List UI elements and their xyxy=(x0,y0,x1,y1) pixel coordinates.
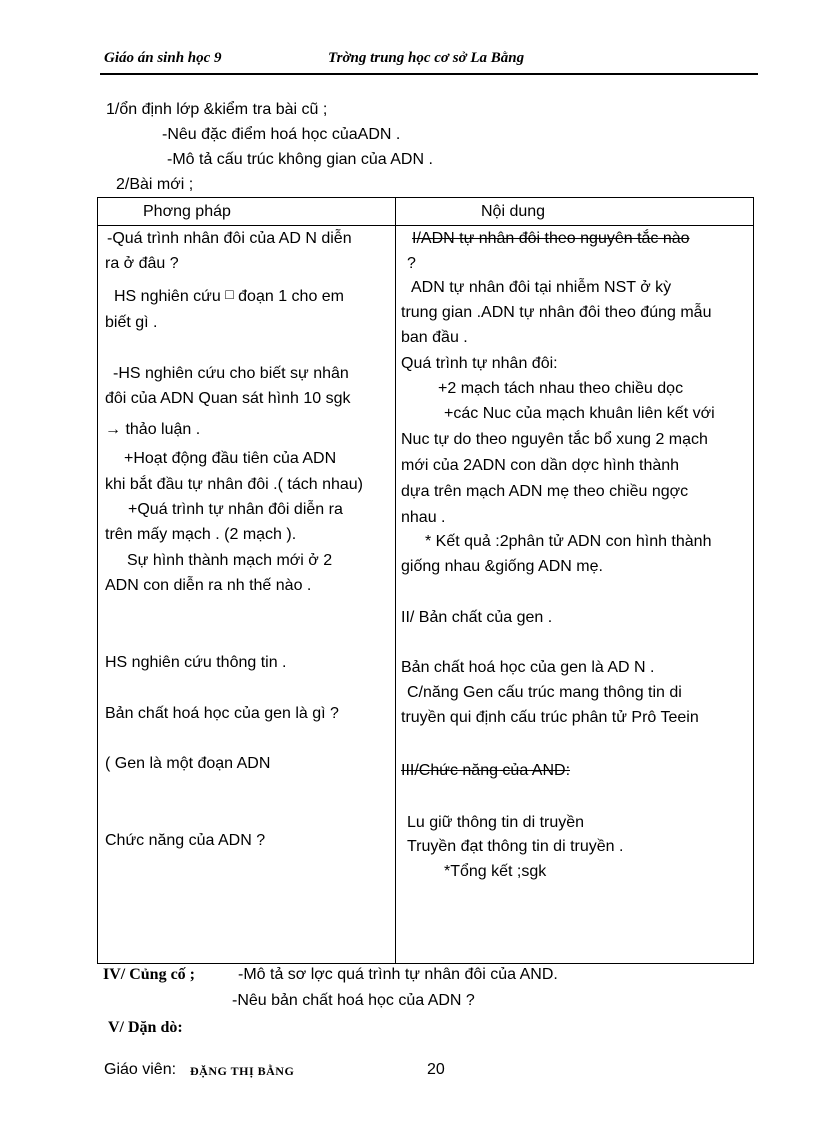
right-line-6: Quá trình tự nhân đôi: xyxy=(401,355,558,372)
teacher-name: ĐẶNG THỊ BẰNG xyxy=(190,1064,295,1078)
header-divider xyxy=(100,73,758,75)
left-line-7-text: thảo luận . xyxy=(125,421,201,438)
lesson-table xyxy=(97,197,754,964)
left-line-6: đôi của ADN Quan sát hình 10 sgk xyxy=(105,390,351,407)
left-line-9: khi bắt đầu tự nhân đôi .( tách nhau) xyxy=(105,476,363,493)
left-line-3-text: HS nghiên cứu xyxy=(114,288,221,305)
right-line-11: dựa trên mạch ADN mẹ theo chiều ngợc xyxy=(401,483,689,500)
left-line-4: biết gì . xyxy=(105,314,158,331)
right-line-3: ADN tự nhân đôi tại nhiễm NST ở kỳ xyxy=(411,279,672,296)
header-right-school: Trờng trung học cơ sở La Bằng xyxy=(328,50,525,66)
left-line-14: HS nghiên cứu thông tin . xyxy=(105,654,287,671)
table-column-divider xyxy=(395,198,396,963)
right-line-18: truyền qui định cấu trúc phân tử Prô Teein xyxy=(401,709,699,726)
right-line-17: C/năng Gen cấu trúc mang thông tin di xyxy=(407,684,682,701)
table-header-divider xyxy=(98,225,753,226)
right-line-21: Truyền đạt thông tin di truyền . xyxy=(407,838,624,855)
right-heading-3: III/Chức năng của AND: xyxy=(401,762,571,779)
left-line-5: -HS nghiên cứu cho biết sự nhân xyxy=(113,365,349,382)
col-header-method: Phơng pháp xyxy=(143,203,231,220)
left-line-11: trên mấy mạch . (2 mạch ). xyxy=(105,526,297,543)
right-line-5: ban đầu . xyxy=(401,329,468,346)
left-line-13: ADN con diễn ra nh thế nào . xyxy=(105,577,312,594)
right-line-20: Lu giữ thông tin di truyền xyxy=(407,814,585,831)
right-line-7: +2 mạch tách nhau theo chiều dọc xyxy=(438,380,684,397)
left-line-10: +Quá trình tự nhân đôi diễn ra xyxy=(128,501,343,518)
page-number: 20 xyxy=(427,1061,445,1078)
right-line-12: nhau . xyxy=(401,509,446,526)
header-left-title: Giáo án sinh học 9 xyxy=(104,50,222,66)
left-line-1: -Quá trình nhân đôi của AD N diễn xyxy=(107,230,352,247)
left-line-3b-text: đoạn 1 cho em xyxy=(238,288,345,305)
right-line-13: * Kết quả :2phân tử ADN con hình thành xyxy=(425,533,712,550)
col-header-content: Nội dung xyxy=(481,203,546,220)
right-line-9: Nuc tự do theo nguyên tắc bổ xung 2 mạch xyxy=(401,431,708,448)
right-heading-2: II/ Bản chất của gen . xyxy=(401,609,553,626)
left-line-16: ( Gen là một đoạn ADN xyxy=(105,755,271,772)
right-line-16: Bản chất hoá học của gen là AD N . xyxy=(401,659,655,676)
left-line-7 xyxy=(105,422,200,438)
missing-glyph-box-icon: □ xyxy=(225,286,234,302)
cungco-line-1: -Mô tả sơ lợc quá trình tự nhân đôi của AND. xyxy=(238,966,558,983)
right-line-2: ? xyxy=(407,255,416,272)
intro-line-3: -Mô tả cấu trúc không gian của ADN . xyxy=(167,151,433,168)
intro-line-4: 2/Bài mới ; xyxy=(116,176,194,193)
right-arrow-icon: → xyxy=(105,421,121,438)
cungco-label: IV/ Củng cố ; xyxy=(103,966,196,983)
teacher-label: Giáo viên: xyxy=(104,1061,177,1078)
left-line-17: Chức năng của ADN ? xyxy=(105,832,266,849)
right-line-22: *Tổng kết ;sgk xyxy=(444,863,547,880)
right-line-10: mới của 2ADN con dần dợc hình thành xyxy=(401,457,680,474)
left-line-15: Bản chất hoá học của gen là gì ? xyxy=(105,705,339,722)
intro-line-2: -Nêu đặc điểm hoá học củaADN . xyxy=(162,126,401,143)
right-line-8: +các Nuc của mạch khuân liên kết với xyxy=(444,405,715,422)
right-heading-1: I/ADN tự nhân đôi theo nguyên tắc nào xyxy=(412,230,690,247)
intro-line-1: 1/ổn định lớp &kiểm tra bài cũ ; xyxy=(106,101,328,118)
right-line-14: giống nhau &giống ADN mẹ. xyxy=(401,558,603,575)
left-line-2: ra ở đâu ? xyxy=(105,255,179,272)
right-line-4: trung gian .ADN tự nhân đôi theo đúng mẫu xyxy=(401,304,712,321)
cungco-line-2: -Nêu bản chất hoá học của ADN ? xyxy=(232,992,475,1009)
left-line-8: +Hoạt động đầu tiên của ADN xyxy=(124,450,337,467)
left-line-3 xyxy=(114,287,344,305)
dando-label: V/ Dặn dò: xyxy=(108,1019,183,1036)
left-line-12: Sự hình thành mạch mới ở 2 xyxy=(127,552,333,569)
